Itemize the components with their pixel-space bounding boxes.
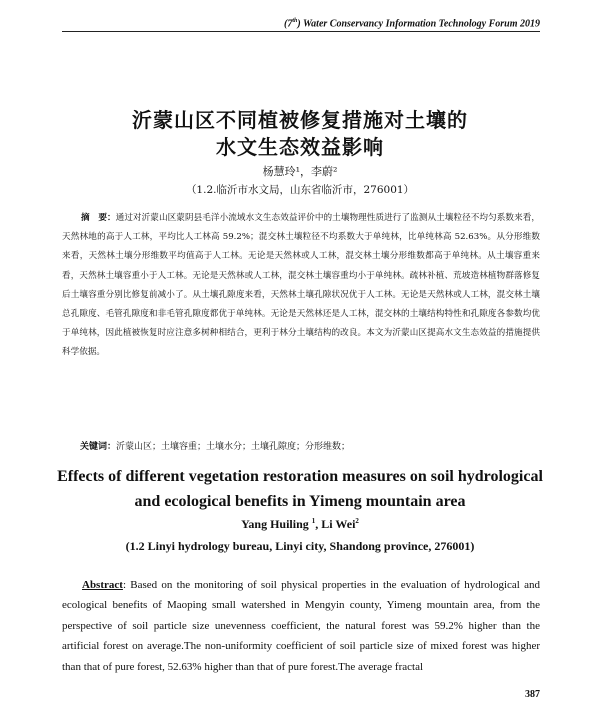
- keywords-cn-text: 沂蒙山区；土壤容重；土壤水分；土壤孔隙度；分形维数；: [116, 442, 351, 452]
- keywords-cn: [80, 439, 350, 452]
- header-text: (7th) Water Conservancy Information Technology Forum 2019: [278, 18, 540, 29]
- running-header: [62, 18, 540, 32]
- title-cn-line2: 水文生态效益影响: [216, 135, 384, 159]
- header-rule: [62, 31, 540, 32]
- abstract-en-label: Abstract: [82, 579, 123, 591]
- title-en-line1: Effects of different vegetation restoration measures on soil hydrological: [57, 468, 543, 485]
- affiliation-en: (1.2 Linyi hydrology bureau, Linyi city, Shandong province, 276001): [125, 539, 475, 553]
- affiliation-cn: （1.2.临沂市水文局，山东省临沂市，276001）: [185, 184, 415, 196]
- abstract-en-text: : Based on the monitoring of soil physical properties in the evaluation of hydrological and ecological benefits of Maoping small watershed in Mengyin county, Yimeng mountain area, from the perspective of soil particle size unevenness coefficient, the natural forest was 59.2% higher than the artificial forest on average.The non-uniformity coefficient of soil particle size of mixed forest was higher than that of pure forest, 52.63% higher than that of pure forest.The average fractal: [62, 579, 540, 673]
- authors-en: Yang Huiling $^1$, Li Wei$^2$: [241, 517, 359, 531]
- page-number: 387: [525, 689, 540, 700]
- keywords-cn-label: 关键词：: [80, 442, 117, 452]
- abstract-cn-label: 摘 要：: [81, 213, 116, 223]
- authors-cn: 杨慧玲¹，李蔚²: [262, 165, 338, 178]
- abstract-en: [62, 575, 540, 677]
- title-cn-line1: 沂蒙山区不同植被修复措施对土壤的: [132, 108, 468, 132]
- title-en-line2: and ecological benefits in Yimeng mountain area: [134, 493, 466, 510]
- abstract-cn: [62, 209, 540, 363]
- abstract-cn-text: 通过对沂蒙山区蒙阴县毛洋小流域水文生态效益评价中的土壤物理性质进行了监测从土壤粒径不均匀系数来看，天然林地的高于人工林，平均比人工林高 59.2%；混交林土壤粒径不均系数大于单纯林，比单纯林高 52.63%。从分形维数来看，天然林土壤分形维数平均值高于人工林。无论是天然林或人工林，混交林土壤分形维数都高于单纯林。从土壤容重来看，天然林土壤容重小于人工林。无论是天然林或人工林，混交林土壤容重均小于单纯林。疏林补植、荒坡造林植物群落修复后土壤容重分别比修复前减小了。从土壤孔隙度来看，天然林土壤孔隙状况优于人工林。无论是天然林或人工林，混交林土壤总孔隙度、毛管孔隙度和非毛管孔隙度都优于单纯林。无论是天然林还是人工林，混交林的土壤结构特性和孔隙度各参数均优于单纯林，因此植被恢复时应注意多树种相结合，更利于林分土壤结构的改良。本文为沂蒙山区提高水文生态效益的措施提供科学依据。: [62, 213, 540, 358]
